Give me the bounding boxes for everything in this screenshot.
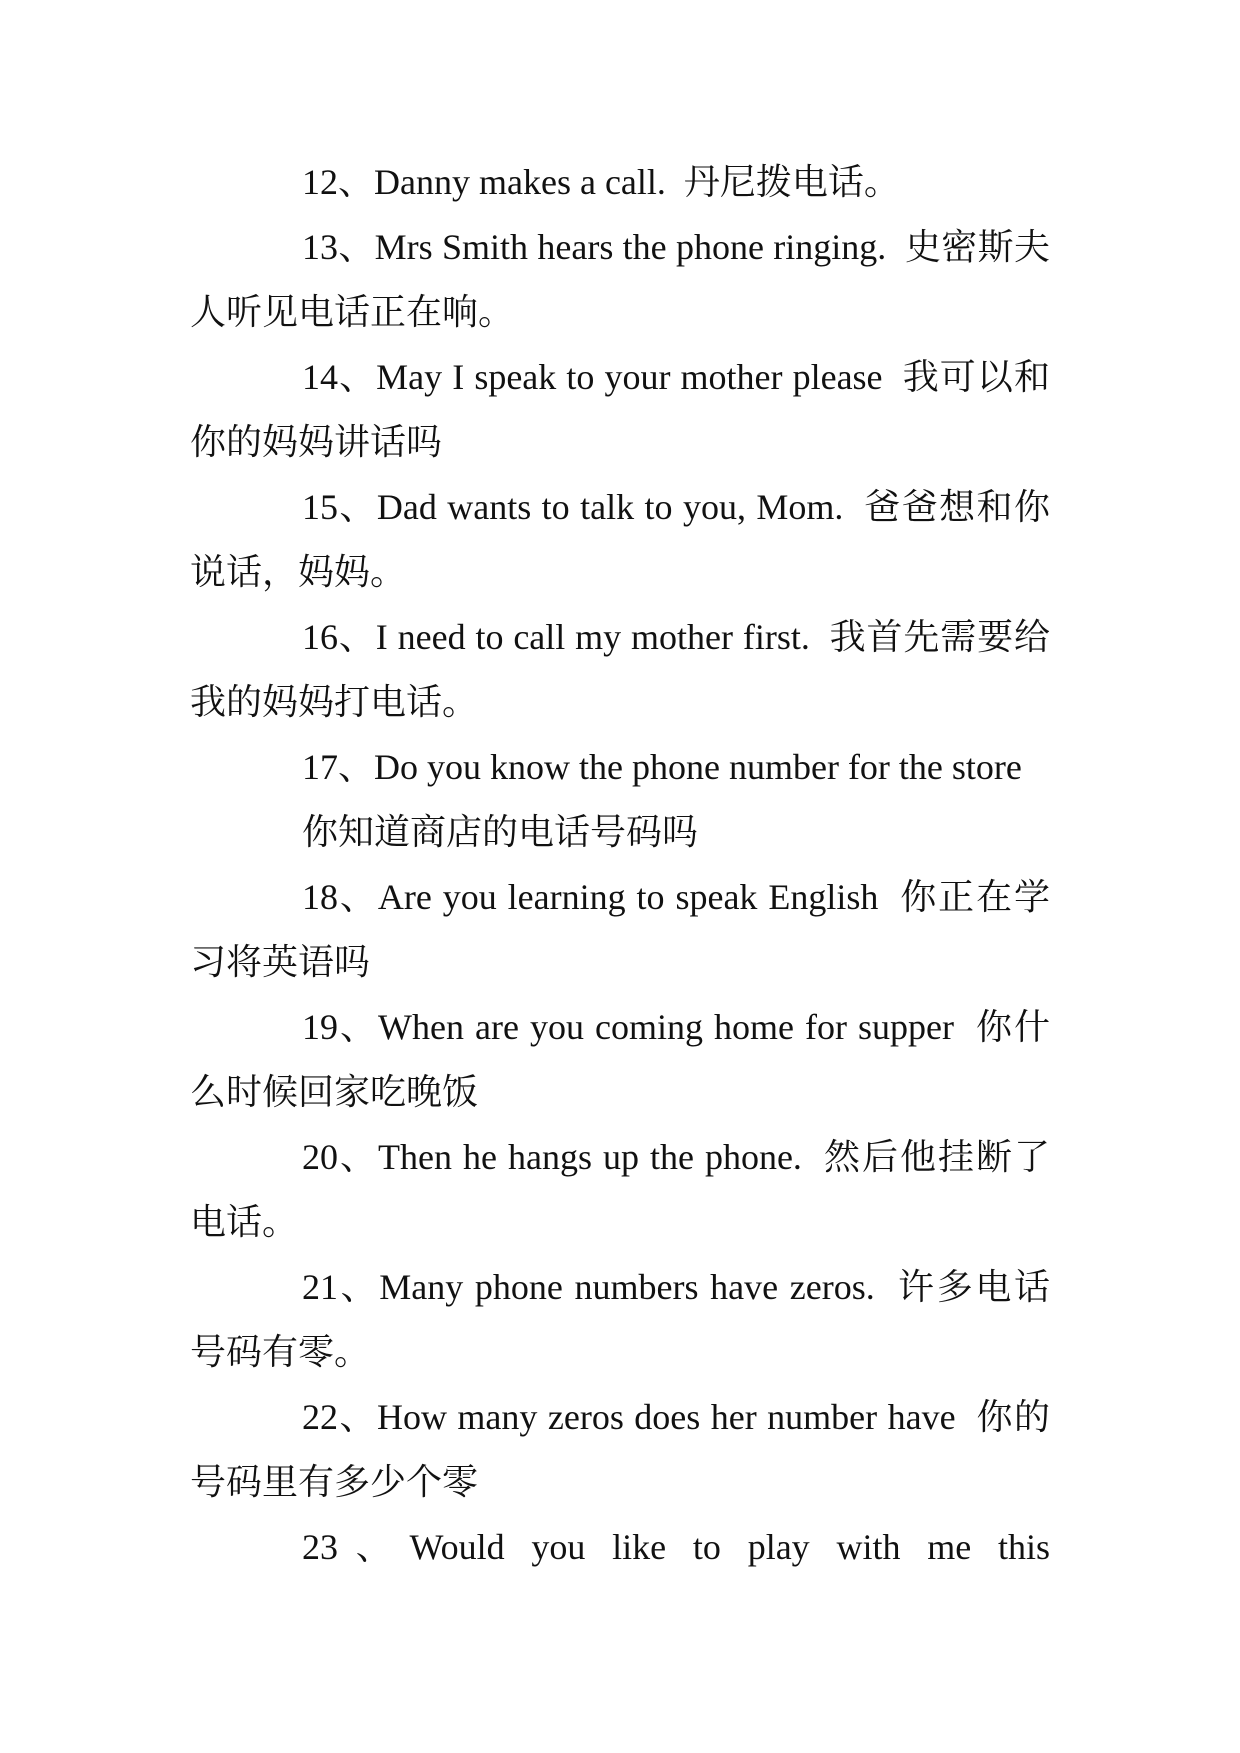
item-number: 12、	[302, 162, 375, 202]
english-text: I need to call my mother first.	[375, 617, 810, 657]
sentence-item-14	[190, 345, 1050, 475]
chinese-text: 你知道商店的电话号码吗	[302, 812, 699, 852]
item-number: 14、	[302, 357, 377, 397]
chinese-text: 丹尼拨电话。	[683, 162, 900, 202]
sentence-item-16	[190, 605, 1050, 735]
chinese-text: 你什么时候回家吃晚饭	[190, 1007, 1050, 1112]
english-text: When are you coming home for supper	[378, 1007, 954, 1047]
chinese-text: 史密斯夫人听见电话正在响。	[190, 227, 1050, 332]
sentence-item-22	[190, 1385, 1050, 1515]
item-number: 20、	[302, 1137, 379, 1177]
sentence-item-13	[190, 215, 1050, 345]
item-number: 18、	[302, 877, 378, 917]
item-number: 23、	[302, 1527, 410, 1567]
document-body	[190, 150, 1050, 1580]
chinese-text: 你正在学习将英语吗	[190, 877, 1051, 982]
chinese-text: 你的号码里有多少个零	[190, 1397, 1050, 1502]
chinese-text: 爸爸想和你说话，妈妈。	[190, 487, 1050, 592]
english-text: Would you like to play with me this	[409, 1527, 1050, 1567]
item-number: 16、	[302, 617, 376, 657]
english-text: Do you know the phone number for the store	[374, 747, 1022, 787]
english-text: Mrs Smith hears the phone ringing.	[374, 227, 887, 267]
sentence-item-17-translation	[190, 800, 1050, 865]
item-number: 17、	[302, 747, 375, 787]
english-text: How many zeros does her number have	[376, 1397, 956, 1437]
sentence-item-12	[190, 150, 1050, 215]
sentence-item-20	[190, 1125, 1050, 1255]
chinese-text: 我首先需要给我的妈妈打电话。	[190, 617, 1050, 722]
sentence-item-19	[190, 995, 1050, 1125]
english-text: Dad wants to talk to you, Mom.	[376, 487, 844, 527]
sentence-item-23	[190, 1515, 1050, 1580]
sentence-item-21	[190, 1255, 1050, 1385]
english-text: May I speak to your mother please	[376, 357, 883, 397]
item-number: 19、	[302, 1007, 379, 1047]
item-number: 21、	[302, 1267, 380, 1307]
chinese-text: 然后他挂断了电话。	[190, 1137, 1050, 1242]
english-text: Are you learning to speak English	[377, 877, 879, 917]
english-text: Many phone numbers have zeros.	[379, 1267, 875, 1307]
item-number: 13、	[302, 227, 375, 267]
item-number: 15、	[302, 487, 377, 527]
chinese-text: 许多电话号码有零。	[190, 1267, 1050, 1372]
sentence-item-17	[190, 735, 1050, 800]
english-text: Then he hangs up the phone.	[378, 1137, 802, 1177]
item-number: 22、	[302, 1397, 377, 1437]
chinese-text: 我可以和你的妈妈讲话吗	[190, 357, 1050, 462]
sentence-item-18	[190, 865, 1050, 995]
english-text: Danny makes a call.	[374, 162, 666, 202]
sentence-item-15	[190, 475, 1050, 605]
